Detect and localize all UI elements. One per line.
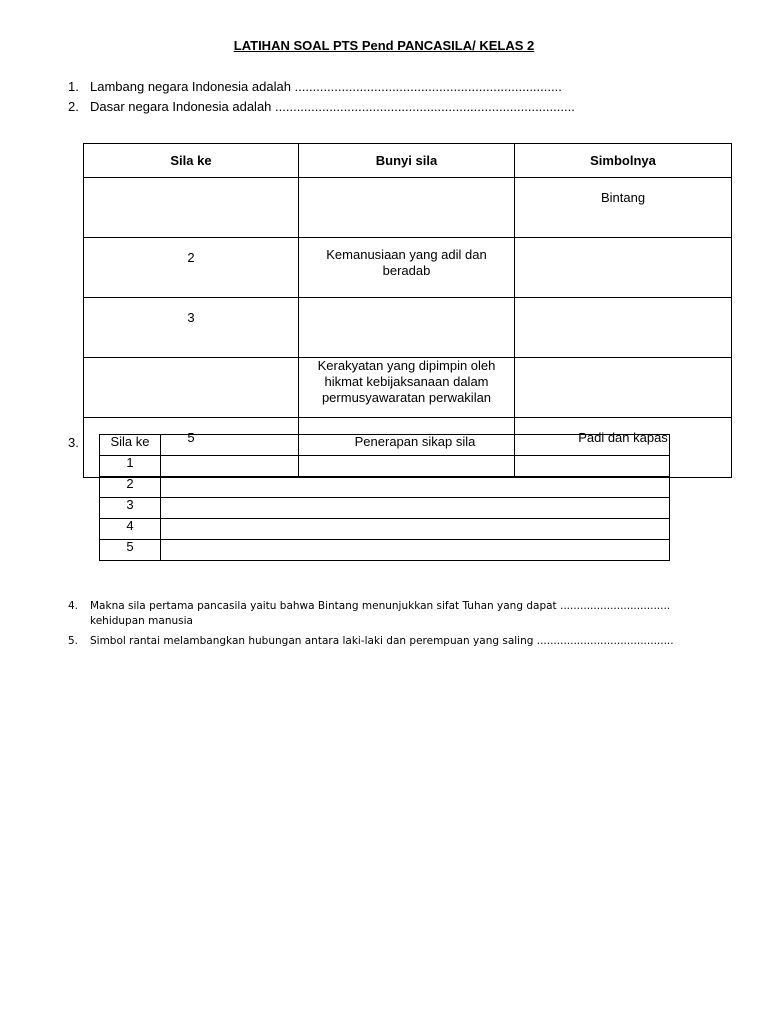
cell-bunyi-sila[interactable] bbox=[299, 298, 515, 358]
cell-sila-ke: 5 bbox=[100, 540, 161, 561]
cell-sila-ke: 1 bbox=[100, 456, 161, 477]
question-number: 5. bbox=[68, 635, 79, 647]
header-sila-ke: Sila ke bbox=[100, 435, 161, 456]
table-row bbox=[84, 238, 732, 298]
question-text: Makna sila pertama pancasila yaitu bahwa Bintang menunjukkan sifat Tuhan yang dapat ................................. bbox=[90, 600, 671, 612]
cell-penerapan[interactable] bbox=[161, 498, 670, 519]
table-row bbox=[100, 540, 670, 561]
cell-bunyi-sila[interactable]: Kerakyatan yang dipimpin oleh hikmat kebijaksanaan dalam permusyawaratan perwakilan bbox=[299, 358, 515, 418]
question-text: Simbol rantai melambangkan hubungan antara laki-laki dan perempuan yang saling ......................................... bbox=[90, 635, 674, 647]
cell-simbol[interactable]: Padi dan kapas bbox=[515, 418, 732, 478]
question-text: Dasar negara Indonesia adalah ................................................................................... bbox=[90, 99, 575, 114]
table-row bbox=[84, 358, 732, 418]
question-continuation: kehidupan manusia bbox=[90, 615, 193, 627]
table-header-row bbox=[84, 144, 732, 178]
question-number: 1. bbox=[68, 79, 79, 94]
cell-penerapan[interactable] bbox=[161, 540, 670, 561]
header-sila-ke: Sila ke bbox=[84, 144, 299, 178]
penerapan-table bbox=[99, 434, 670, 561]
cell-bunyi-sila[interactable]: Kemanusiaan yang adil dan beradab bbox=[299, 238, 515, 298]
question-number: 2. bbox=[68, 99, 79, 114]
question-2 bbox=[68, 99, 575, 114]
table-row bbox=[100, 477, 670, 498]
cell-penerapan[interactable] bbox=[161, 477, 670, 498]
header-simbolnya: Simbolnya bbox=[515, 144, 732, 178]
cell-simbol[interactable]: Bintang bbox=[515, 178, 732, 238]
cell-simbol[interactable] bbox=[515, 298, 732, 358]
table-row bbox=[84, 178, 732, 238]
question-number: 4. bbox=[68, 600, 79, 612]
table-header-row bbox=[100, 435, 670, 456]
cell-simbol[interactable] bbox=[515, 238, 732, 298]
page-title: LATIHAN SOAL PTS Pend PANCASILA/ KELAS 2 bbox=[233, 38, 535, 53]
table-row bbox=[100, 498, 670, 519]
cell-sila-ke[interactable]: 2 bbox=[84, 238, 299, 298]
cell-sila-ke: 4 bbox=[100, 519, 161, 540]
question-5 bbox=[68, 635, 674, 647]
header-penerapan: Penerapan sikap sila bbox=[161, 435, 670, 456]
question-1 bbox=[68, 79, 562, 94]
pancasila-table bbox=[83, 143, 732, 478]
table-row bbox=[100, 519, 670, 540]
cell-sila-ke: 2 bbox=[100, 477, 161, 498]
cell-sila-ke[interactable]: 3 bbox=[84, 298, 299, 358]
cell-penerapan[interactable] bbox=[161, 456, 670, 477]
question-4 bbox=[68, 600, 670, 627]
cell-sila-ke[interactable] bbox=[84, 178, 299, 238]
cell-sila-ke[interactable] bbox=[84, 358, 299, 418]
cell-bunyi-sila[interactable] bbox=[299, 178, 515, 238]
table-row bbox=[100, 456, 670, 477]
cell-simbol[interactable] bbox=[515, 358, 732, 418]
table-row bbox=[84, 298, 732, 358]
cell-penerapan[interactable] bbox=[161, 519, 670, 540]
question-3-number: 3. bbox=[68, 435, 79, 450]
question-text: Lambang negara Indonesia adalah .......................................................................... bbox=[90, 79, 562, 94]
cell-sila-ke[interactable]: 5 bbox=[84, 418, 299, 478]
cell-sila-ke: 3 bbox=[100, 498, 161, 519]
header-bunyi-sila: Bunyi sila bbox=[299, 144, 515, 178]
